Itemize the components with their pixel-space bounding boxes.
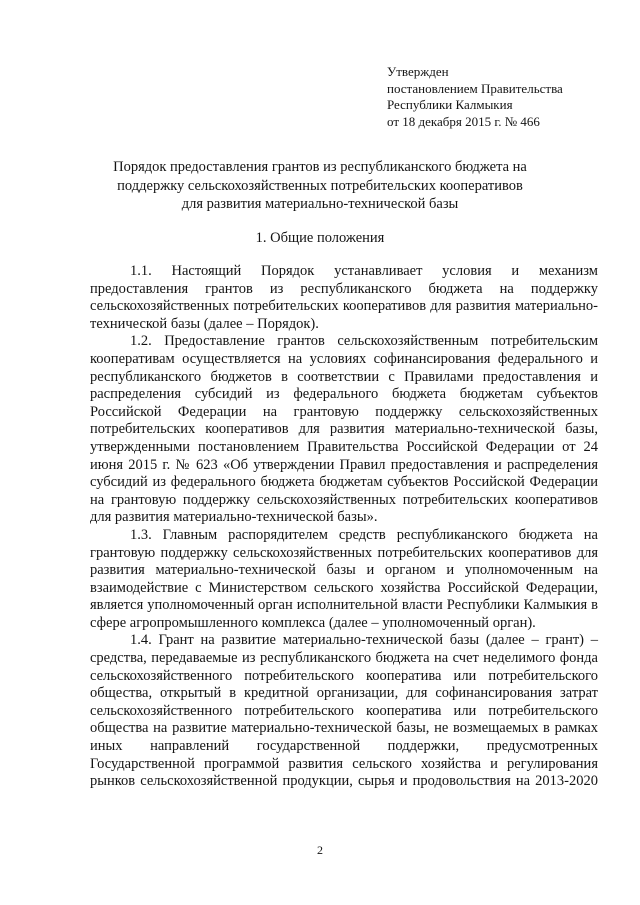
approval-line: Республики Калмыкия: [387, 97, 513, 112]
document-body: [90, 263, 598, 791]
approval-line: от 18 декабря 2015 г. № 466: [387, 113, 540, 129]
approval-line: Утвержден: [387, 64, 449, 79]
approval-stamp: [387, 64, 563, 130]
document-title: Порядок предоставления грантов из республиканского бюджета на поддержку сельскохозяйственных потребительских кооперативов для развития материально-технической базы: [113, 159, 527, 212]
paragraph-1-4: 1.4. Грант на развитие материально-технической базы (далее – грант) – средства, передаваемые из республиканского бюджета на счет неделимого фонда сельскохозяйственного потребительского кооператива или потребительского общества, открытый в кредитной организации, для софинансирования затрат сельскохозяйственного потребительского кооператива или потребительского общества на развитие материально-технической базы, не возмещаемых в рамках иных направлений государственной поддержки, предусмотренных Государственной программой развития сельского хозяйства и регулирования рынков сельскохозяйственной продукции, сырья и продовольствия на 2013-2020: [90, 632, 598, 790]
paragraph-1-3: 1.3. Главным распорядителем средств республиканского бюджета на грантовую поддержку сельскохозяйственных потребительских кооперативов для развития материально-технической базы и органом и уполномоченным на взаимодействие с Министерством сельского хозяйства Российской Федерации, является уполномоченный орган исполнительной власти Республики Калмыкия в сфере агропромышленного комплекса (далее – уполномоченный орган).: [90, 526, 598, 631]
page-number: 2: [317, 843, 323, 857]
paragraph-1-2: 1.2. Предоставление грантов сельскохозяйственным потребительским кооперативам осуществляется на условиях софинансирования федерального и республиканского бюджетов в соответствии с Правилами предоставления и распределения субсидий из федерального бюджета бюджетам субъектов Российской Федерации на грантовую поддержку сельскохозяйственных потребительских кооперативов для развития материально-технической базы, утвержденными постановлением Правительства Российской Федерации от 24 июня 2015 г. № 623 «Об утверждении Правил предоставления и распределения субсидий из федерального бюджета бюджетам субъектов Российской Федерации на грантовую поддержку сельскохозяйственных потребительских кооперативов для развития материально-технической базы».: [90, 333, 598, 526]
paragraph-1-1: 1.1. Настоящий Порядок устанавливает условия и механизм предоставления грантов из республиканского бюджета на поддержку сельскохозяйственных потребительских кооперативов для развития материально-технической базы (далее – Порядок).: [90, 263, 598, 332]
approval-line: постановлением Правительства: [387, 80, 563, 96]
section-heading: 1. Общие положения: [255, 230, 385, 246]
